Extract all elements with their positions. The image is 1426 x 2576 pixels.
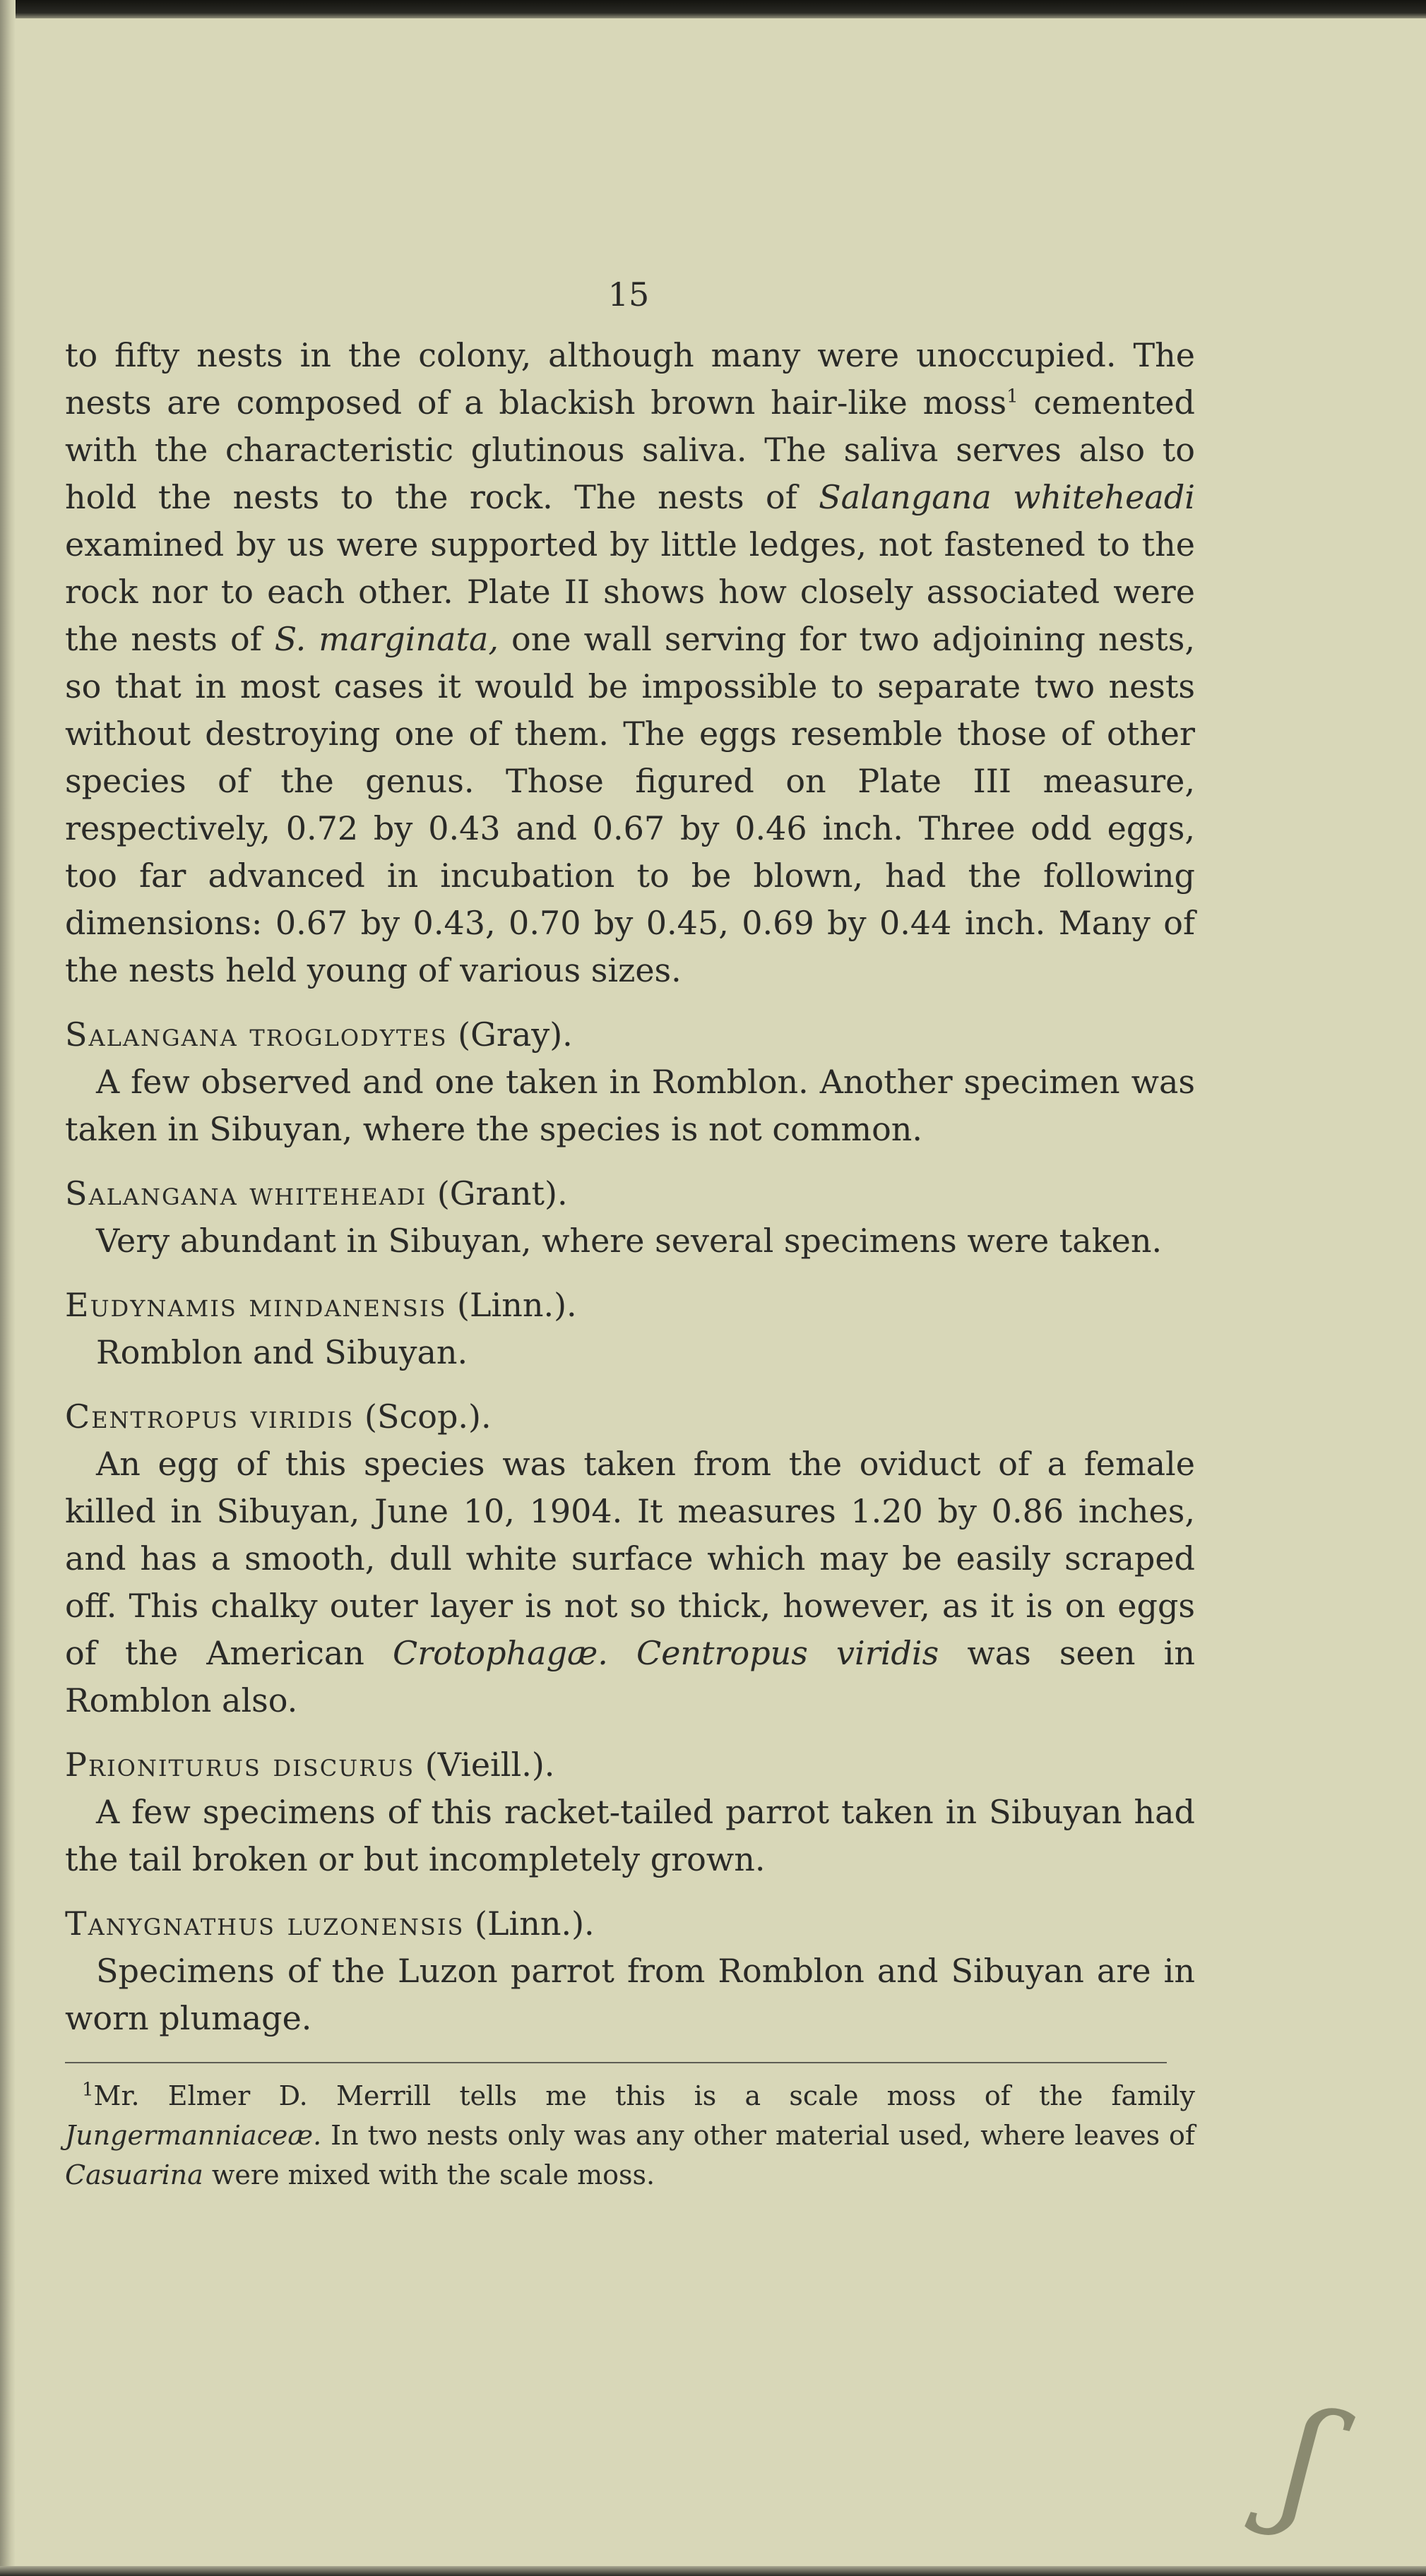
species-ref-marginata: S. marginata, bbox=[274, 620, 499, 658]
species-author: (Linn.). bbox=[464, 1904, 595, 1943]
family-ref: Jungermanniaceæ. bbox=[65, 2120, 322, 2151]
intro-paragraph bbox=[65, 332, 1195, 994]
footnote-ref[interactable]: 1 bbox=[1006, 386, 1018, 407]
species-text-b: was seen in Romblon also. bbox=[65, 1634, 1195, 1719]
intro-text-a: to fifty nests in the colony, although many were unoccupied. The nests are composed of a blackish brown hair-like moss bbox=[65, 336, 1195, 422]
scan-bottom-edge bbox=[0, 2566, 1426, 2576]
footnote-marker: 1 bbox=[82, 2079, 94, 2101]
species-author: (Vieill.). bbox=[415, 1746, 555, 1784]
genus-ref-crotophagae: Crotophagæ. bbox=[393, 1634, 608, 1672]
species-name: Tanygnathus luzonensis bbox=[65, 1904, 465, 1943]
species-text: A few observed and one taken in Romblon. Another specimen was taken in Sibuyan, where the species is not common. bbox=[65, 1063, 1195, 1148]
intro-text-b: cemented with the characteristic glutinous saliva. The saliva serves also to hold the nests to the rock. The nests of bbox=[65, 383, 1196, 516]
genus-ref-casuarina: Casuarina bbox=[65, 2159, 203, 2190]
species-text: Very abundant in Sibuyan, where several specimens were taken. bbox=[96, 1222, 1163, 1260]
species-name: Salangana whiteheadi bbox=[65, 1174, 427, 1212]
species-text: Romblon and Sibuyan. bbox=[96, 1333, 468, 1371]
species-author: (Linn.). bbox=[446, 1286, 577, 1324]
species-author: (Grant). bbox=[427, 1174, 568, 1212]
species-author: (Scop.). bbox=[354, 1397, 492, 1436]
species-name: Eudynamis mindanensis bbox=[65, 1286, 447, 1324]
pencil-mark-icon: ʃ bbox=[1268, 2377, 1341, 2547]
footnote bbox=[65, 2076, 1195, 2195]
species-ref-whiteheadi: Salangana whiteheadi bbox=[819, 478, 1195, 516]
species-heading bbox=[65, 1282, 1195, 1329]
species-text-a: An egg of this species was taken from the oviduct of a female killed in Sibuyan, June 10, 1904. It measures 1.20 by 0.86 inches, and has a smooth, dull white surface which may be easily scraped off. This chalky outer layer is not so thick, however, as it is on eggs of the American bbox=[65, 1445, 1195, 1672]
footnote-text-c: were mixed with the scale moss. bbox=[203, 2159, 655, 2190]
body-text bbox=[65, 332, 1195, 2195]
species-text: A few specimens of this racket-tailed parrot taken in Sibuyan had the tail broken or but incompletely grown. bbox=[65, 1793, 1195, 1878]
species-name: Prioniturus discurus bbox=[65, 1746, 415, 1784]
species-name: Salangana troglodytes bbox=[65, 1015, 448, 1054]
page-number: 15 bbox=[607, 275, 650, 314]
scan-top-edge bbox=[0, 0, 1426, 18]
species-name: Centropus viridis bbox=[65, 1397, 355, 1436]
species-heading bbox=[65, 1170, 1195, 1217]
footnote-divider bbox=[65, 2062, 1167, 2063]
species-text: Specimens of the Luzon parrot from Romblon and Sibuyan are in worn plumage. bbox=[65, 1952, 1195, 2037]
footnote-text-b: In two nests only was any other material used, where leaves of bbox=[321, 2120, 1195, 2151]
species-text bbox=[65, 1441, 1195, 1724]
species-heading bbox=[65, 1900, 1195, 1948]
intro-text-d: one wall serving for two adjoining nests, so that in most cases it would be impossible to separate two nests without destroying one of them. The eggs resemble those of other species of the genus. Those figured on Plate III measure, respectively, 0.72 by 0.43 and 0.67 by 0.46 inch. Three odd eggs, too far advanced in incubation to be blown, had the following dimensions: 0.67 by 0.43, 0.70 by 0.45, 0.69 by 0.44 inch. Many of the nests held young of various sizes. bbox=[65, 620, 1195, 989]
species-text-mid bbox=[608, 1634, 636, 1672]
species-author: (Gray). bbox=[447, 1015, 573, 1054]
intro-text-c: examined by us were supported by little ledges, not fastened to the rock nor to each other. Plate II shows how closely associated were the nests of bbox=[65, 525, 1195, 658]
species-heading bbox=[65, 1393, 1195, 1441]
species-heading bbox=[65, 1011, 1195, 1059]
species-heading bbox=[65, 1741, 1195, 1789]
species-ref-centropus: Centropus viridis bbox=[636, 1634, 939, 1672]
footnote-text-a: Mr. Elmer D. Merrill tells me this is a scale moss of the family bbox=[93, 2080, 1195, 2111]
scan-left-edge bbox=[0, 0, 16, 2576]
